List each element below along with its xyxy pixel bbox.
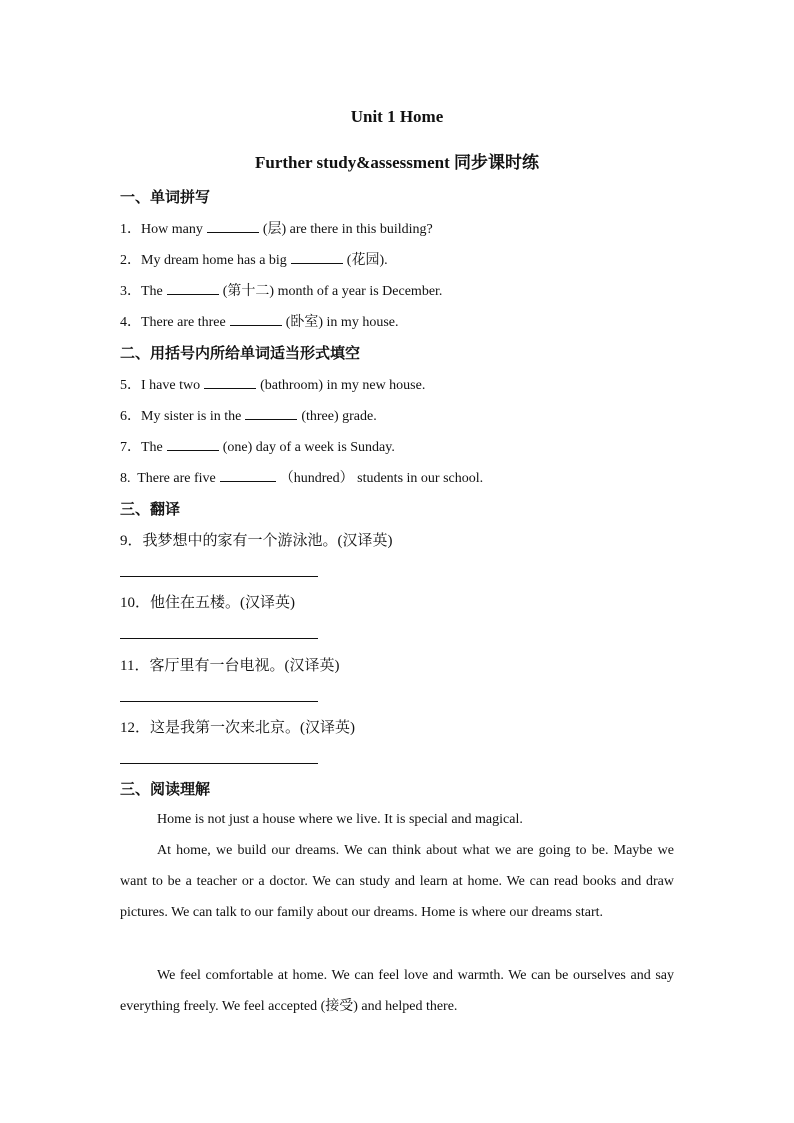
question-8	[120, 467, 483, 487]
question-12: 12．这是我第一次来北京。(汉译英)	[120, 720, 355, 736]
question-text: 2．My dream home has a big	[120, 253, 287, 268]
question-11: 11．客厅里有一台电视。(汉译英)	[120, 658, 340, 674]
question-text: (bathroom) in my new house.	[260, 378, 426, 393]
page-title: Unit 1 Home	[350, 107, 444, 126]
question-text: (层) are there in this building?	[262, 222, 433, 237]
reading-paragraph: Home is not just a house where we live. It is special and magical.	[157, 812, 523, 827]
answer-blank[interactable]	[167, 282, 219, 295]
reading-paragraph: We feel comfortable at home. We can feel love and warmth. We can be ourselves and say everything freely. We feel accepted (接受) and helped there.	[120, 968, 674, 1014]
question-text: 3．The	[120, 284, 163, 299]
question-text: (第十二) month of a year is December.	[222, 284, 443, 299]
answer-line[interactable]	[120, 763, 318, 764]
answer-line[interactable]	[120, 638, 318, 639]
question-text: (卧室) in my house.	[285, 315, 399, 330]
reading-paragraph: At home, we build our dreams. We can think about what we are going to be. Maybe we want to be a teacher or a doctor. We can study and learn at home. We can read books and draw pictures. We can talk to our family about our dreams. Home is where our dreams start.	[120, 843, 674, 920]
answer-blank[interactable]	[167, 438, 219, 451]
section-heading-translation: 三、翻译	[120, 500, 181, 518]
question-3	[120, 280, 442, 300]
answer-blank[interactable]	[207, 220, 259, 233]
question-text: (花园).	[346, 253, 388, 268]
answer-line[interactable]	[120, 701, 318, 702]
question-10: 10．他住在五楼。(汉译英)	[120, 595, 295, 611]
answer-blank[interactable]	[204, 376, 256, 389]
question-text: (one) day of a week is Sunday.	[222, 440, 395, 455]
question-text: 6．My sister is in the	[120, 409, 242, 424]
section-heading-reading: 三、阅读理解	[120, 780, 211, 798]
question-5	[120, 374, 425, 394]
question-6	[120, 405, 377, 425]
answer-blank[interactable]	[230, 313, 282, 326]
question-text: 5．I have two	[120, 378, 201, 393]
question-4	[120, 311, 398, 331]
answer-blank[interactable]	[291, 251, 343, 264]
question-1	[120, 218, 433, 238]
question-7	[120, 436, 395, 456]
question-text: 4．There are three	[120, 315, 226, 330]
question-text: (three) grade.	[301, 409, 377, 424]
question-text: 7．The	[120, 440, 163, 455]
page-subtitle: Further study&assessment 同步课时练	[255, 153, 539, 172]
answer-blank[interactable]	[220, 469, 276, 482]
question-text: 8. There are five	[120, 471, 216, 486]
answer-line[interactable]	[120, 576, 318, 577]
question-text: （hundred） students in our school.	[279, 471, 484, 486]
section-heading-word-forms: 二、用括号内所给单词适当形式填空	[120, 344, 361, 362]
question-text: 1．How many	[120, 222, 203, 237]
question-2	[120, 249, 388, 269]
answer-blank[interactable]	[245, 407, 297, 420]
question-9: 9．我梦想中的家有一个游泳池。(汉译英)	[120, 533, 393, 549]
section-heading-spelling: 一、单词拼写	[120, 188, 211, 206]
